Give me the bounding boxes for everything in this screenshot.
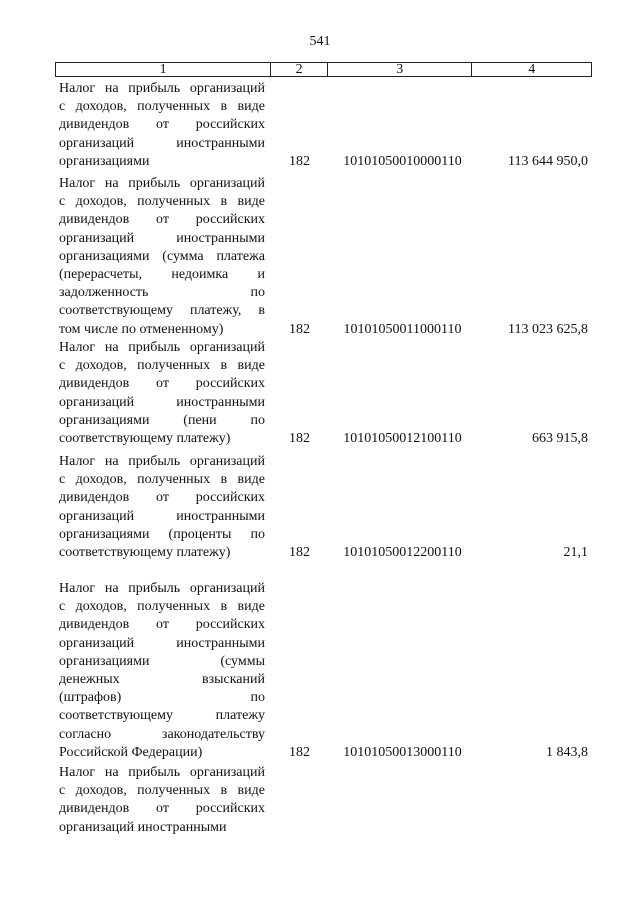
page-number: 541 [309,34,331,49]
description-line: дивидендов от российских [59,117,265,133]
description-line: Налог на прибыль организаций [59,81,265,96]
description-line: организаций иностранными [59,230,265,246]
description-line: Налог на прибыль организаций [59,765,265,780]
row-amount: 113 023 625,8 [508,321,588,337]
header-col-2: 2 [271,63,328,76]
row-classification-code: 10101050013000110 [343,744,462,760]
description-line: (перерасчеты, недоимка и [59,267,265,283]
description-line: организациями (пени по [59,412,265,428]
description-line: организациями (проценты по [59,526,265,542]
row-amount: 113 644 950,0 [508,153,588,169]
description-line: дивидендов от российских [59,212,265,228]
description-line: дивидендов от российских [59,617,265,633]
row-description [59,80,265,171]
row-description [59,453,265,562]
description-line: дивидендов от российских [59,801,265,817]
row-budget-code: 182 [289,321,310,337]
description-line: организаций иностранными [59,635,265,651]
description-line: том числе по отмененному) [59,321,224,337]
description-line: организациями [59,153,150,169]
description-line: с доходов, полученных в виде [59,783,265,799]
description-line: Налог на прибыль организаций [59,176,265,191]
table-header [55,62,592,77]
description-line: соответствующему платежу, в [59,303,265,319]
header-col-4: 4 [528,62,536,77]
description-line: с доходов, полученных в виде [59,194,265,210]
row-description [59,339,265,448]
row-amount: 663 915,8 [532,431,588,446]
row-budget-code: 182 [289,153,310,169]
description-line: организаций иностранными [59,394,265,410]
description-line: соответствующему платежу) [59,431,231,447]
header-col-1: 1 [56,63,271,76]
description-line: с доходов, полученных в виде [59,472,265,488]
description-line: соответствующему платежу) [59,545,231,561]
description-line: денежных взысканий [59,672,265,688]
description-line: (штрафов) по [59,690,265,706]
description-line: организациями (суммы [59,653,265,669]
description-line: согласно законодательству [59,726,265,742]
header-col-3: 3 [328,63,472,76]
row-classification-code: 10101050010000110 [343,153,462,169]
description-line: Налог на прибыль организаций [59,454,265,469]
description-line: задолженность по [59,285,265,301]
description-line: дивидендов от российских [59,490,265,506]
description-line: Российской Федерации) [59,744,203,760]
row-classification-code: 10101050011000110 [343,321,462,337]
description-line: с доходов, полученных в виде [59,599,265,615]
description-line: организаций иностранными [59,819,227,835]
row-amount: 21,1 [563,545,588,560]
row-amount: 1 843,8 [546,744,588,760]
description-line: организациями (сумма платежа [59,248,265,264]
row-budget-code: 182 [289,545,310,560]
row-classification-code: 10101050012200110 [343,545,462,560]
description-line: организаций иностранными [59,508,265,524]
description-line: соответствующему платежу [59,708,265,724]
row-budget-code: 182 [289,431,310,446]
description-line: Налог на прибыль организаций [59,340,265,355]
description-line: организаций иностранными [59,135,265,151]
row-description [59,764,265,837]
description-line: с доходов, полученных в виде [59,99,265,115]
description-line: Налог на прибыль организаций [59,581,265,596]
row-budget-code: 182 [289,744,310,760]
description-line: с доходов, полученных в виде [59,358,265,374]
row-description [59,580,265,762]
description-line: дивидендов от российских [59,376,265,392]
row-description [59,175,265,339]
row-classification-code: 10101050012100110 [343,431,462,446]
